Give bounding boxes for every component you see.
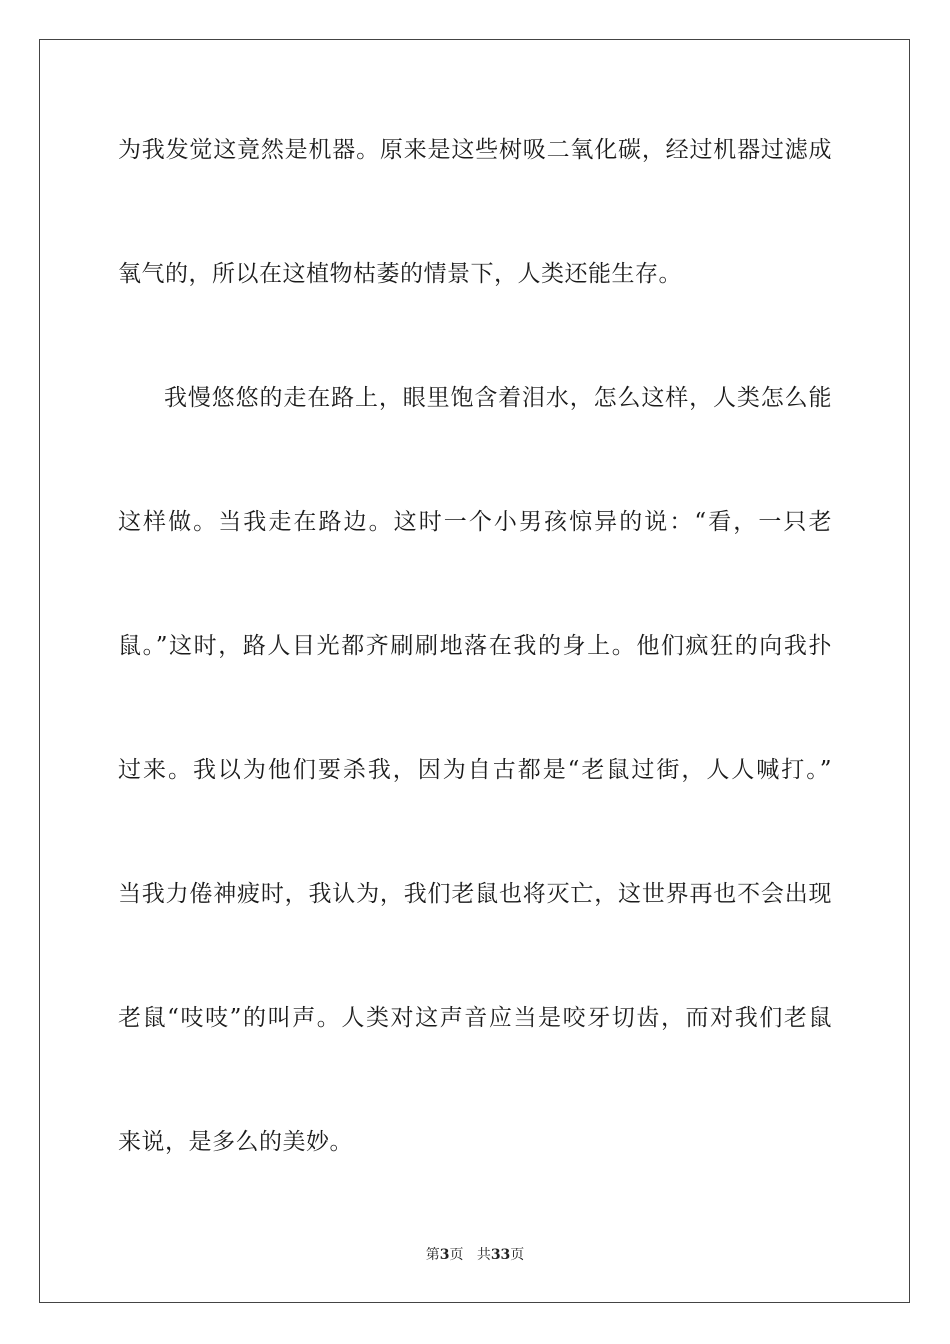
page-footer — [0, 1246, 950, 1264]
page-suffix: 页 — [449, 1247, 464, 1263]
total-pages: 33 — [490, 1247, 511, 1263]
page-number: 3 — [439, 1247, 450, 1263]
paragraph-line: 氧气的，所以在这植物枯萎的情景下，人类还能生存。 — [118, 261, 682, 287]
paragraph-line: 为我发觉这竟然是机器。原来是这些树吸二氧化碳，经过机器过滤成 — [118, 137, 832, 163]
page-border — [39, 39, 910, 1303]
total-suffix: 页 — [510, 1247, 525, 1263]
paragraph-line: 鼠。”这时，路人目光都齐刷刷地落在我的身上。他们疯狂的向我扑 — [118, 633, 832, 659]
paragraph-line: 来说，是多么的美妙。 — [118, 1129, 353, 1155]
paragraph-line: 我慢悠悠的走在路上，眼里饱含着泪水，怎么这样，人类怎么能 — [164, 385, 832, 411]
paragraph-line: 过来。我以为他们要杀我，因为自古都是“老鼠过街，人人喊打。” — [118, 757, 832, 783]
paragraph-line: 当我力倦神疲时，我认为，我们老鼠也将灭亡，这世界再也不会出现 — [118, 881, 832, 907]
total-prefix: 共 — [476, 1247, 491, 1263]
paragraph-line: 老鼠“吱吱”的叫声。人类对这声音应当是咬牙切齿，而对我们老鼠 — [118, 1005, 832, 1031]
paragraph-line: 这样做。当我走在路边。这时一个小男孩惊异的说：“看，一只老 — [118, 509, 832, 535]
page-prefix: 第 — [425, 1247, 440, 1263]
